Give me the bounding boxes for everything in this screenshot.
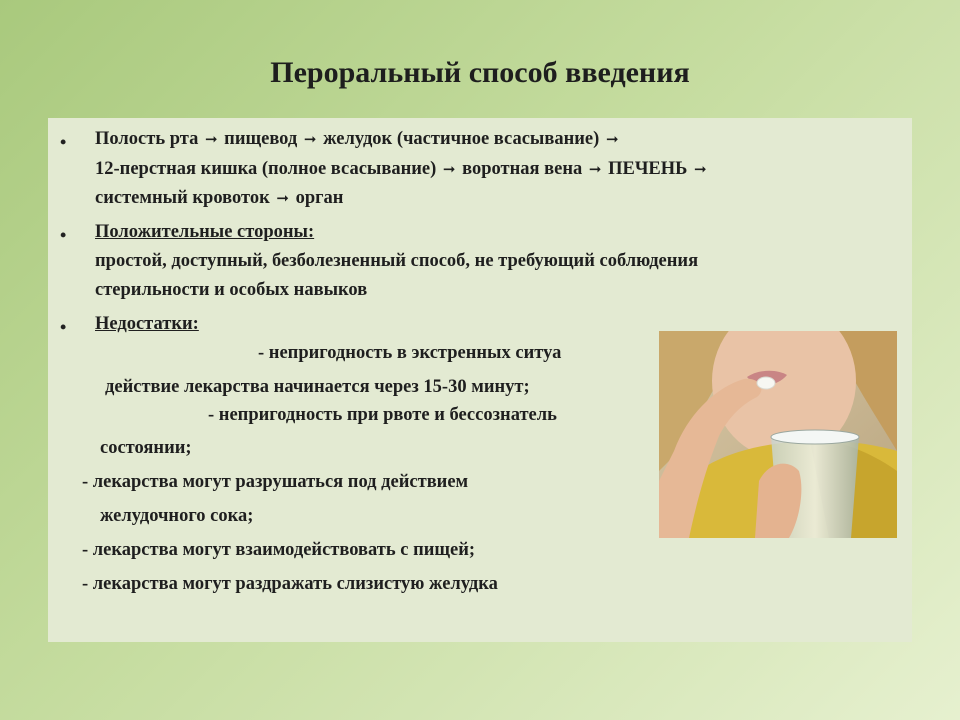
route-step: 12-перстная кишка (полное всасывание)	[95, 159, 437, 179]
drawback-line: желудочного сока;	[100, 506, 254, 526]
route-step: воротная вена	[462, 159, 583, 179]
arrow-icon: ➞	[588, 160, 602, 178]
route-step: ПЕЧЕНЬ	[608, 159, 688, 179]
route-step: системный кровоток	[95, 188, 270, 208]
arrow-icon: ➞	[276, 189, 289, 207]
route-line-2	[95, 159, 709, 180]
drawback-line: - лекарства могут взаимодействовать с пищей;	[82, 540, 476, 560]
arrow-icon: ➞	[303, 130, 317, 148]
bullet-positive: •	[60, 225, 67, 245]
positive-text-1: простой, доступный, безболезненный способ, не требующий соблюдения	[95, 251, 699, 271]
drawback-line: - непригодность при рвоте и бессознатель	[208, 405, 557, 425]
positive-heading: Положительные стороны:	[95, 222, 315, 242]
arrow-icon: ➞	[605, 130, 619, 148]
negative-heading: Недостатки:	[95, 314, 199, 334]
bullet-negative: •	[60, 317, 67, 337]
route-line-1	[95, 129, 621, 150]
route-step: желудок (частичное всасывание)	[323, 129, 600, 149]
slide-title: Пероральный способ введения	[270, 56, 690, 89]
bullet-route: •	[60, 132, 67, 152]
arrow-icon: ➞	[694, 160, 707, 178]
route-step: Полость рта	[95, 129, 199, 149]
drawback-line: - непригодность в экстренных ситуа	[258, 343, 562, 363]
drawback-line: - лекарства могут раздражать слизистую желудка	[82, 574, 498, 594]
arrow-icon: ➞	[204, 130, 218, 148]
arrow-icon: ➞	[442, 160, 456, 178]
positive-text-2: стерильности и особых навыков	[95, 280, 368, 300]
drawback-line: действие лекарства начинается через 15-30 минут;	[105, 377, 530, 397]
drawback-line: - лекарства могут разрушаться под действием	[82, 472, 469, 492]
route-step: орган	[295, 188, 344, 208]
drawback-line: состоянии;	[100, 438, 192, 458]
pill-photo	[659, 331, 897, 538]
route-step: пищевод	[224, 129, 298, 149]
route-line-3	[95, 188, 343, 209]
